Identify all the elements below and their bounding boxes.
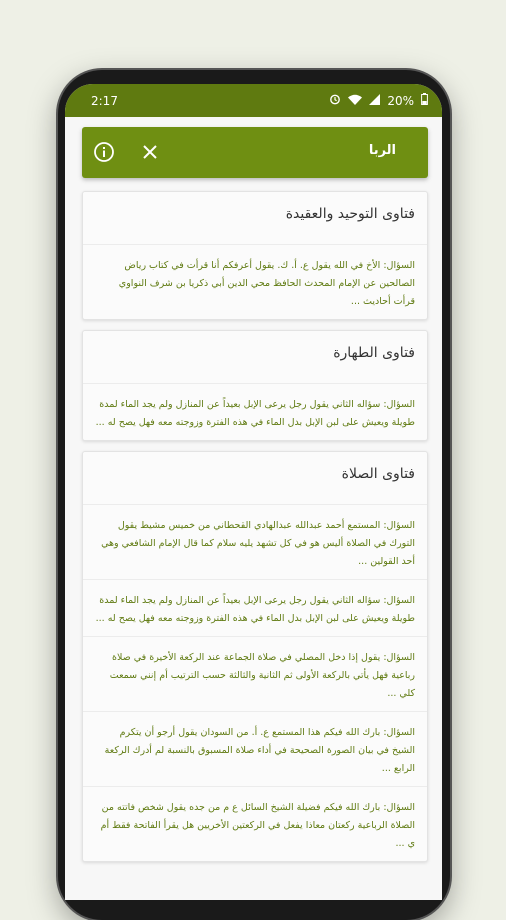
search-toolbar	[82, 127, 428, 178]
status-time: 2:17	[91, 93, 118, 108]
section-card-tawheed	[82, 191, 428, 320]
list-item[interactable]: السؤال: بارك الله فيكم هذا المستمع ع. أ. من السودان يقول أرجو أن يتكرم الشيخ في بيان الصورة الصحيحة في أداء صلاة المسبوق بالنسبة لم أدرك الركعة الرابع ...	[83, 712, 427, 787]
fatwa-list	[82, 191, 428, 872]
status-bar	[65, 84, 442, 117]
close-icon[interactable]	[138, 140, 162, 164]
section-title[interactable]: فتاوى الصلاة	[83, 452, 427, 505]
app-screen	[65, 84, 442, 900]
alarm-icon	[329, 93, 341, 108]
section-title[interactable]: فتاوى التوحيد والعقيدة	[83, 192, 427, 245]
section-card-salah	[82, 451, 428, 862]
wifi-icon	[348, 94, 362, 108]
list-item[interactable]: السؤال: يقول إذا دخل المصلي في صلاة الجماعة عند الركعة الأخيرة في صلاة رباعية فهل يأتي بالركعة الأولى ثم الثانية والثالثة حسب الترتيب أم إنني سمعت كلي ...	[83, 637, 427, 712]
signal-icon	[369, 94, 380, 108]
list-item[interactable]: السؤال: الأخ في الله يقول ع. أ. ك. يقول أعرفكم أنا قرأت في كتاب رياض الصالحين عن الإمام المحدث الحافظ محي الدين أبي ذكريا بن شرف النواوي قرأت أحاديث ...	[118, 260, 415, 307]
section-title[interactable]: فتاوى الطهارة	[83, 331, 427, 384]
toolbar-title[interactable]: الربا	[368, 143, 396, 158]
list-item[interactable]: السؤال: المستمع أحمد عبدالله عبدالهادي القحطاني من خميس مشيط يقول التورك في الصلاة أليس هو في كل تشهد يليه سلام كما قال الإمام الشافعي وهي أحد القولين ...	[83, 505, 427, 580]
battery-icon	[421, 93, 428, 108]
list-item[interactable]: السؤال: سؤاله الثاني يقول رجل يرعى الإبل بعيداً عن المنازل ولم يجد الماء لمدة طويلة ويعيش على لبن الإبل بدل الماء في هذه الفترة وزوجته معه فهل يصح له ...	[95, 399, 415, 428]
status-icons	[329, 93, 428, 108]
section-card-tahara	[82, 330, 428, 441]
list-item[interactable]: السؤال: سؤاله الثاني يقول رجل يرعى الإبل بعيداً عن المنازل ولم يجد الماء لمدة طويلة ويعيش على لبن الإبل بدل الماء في هذه الفترة وزوجته معه فهل يصح له ...	[83, 580, 427, 637]
battery-percent: 20%	[387, 93, 414, 108]
info-icon[interactable]	[92, 140, 116, 164]
list-item[interactable]: السؤال: بارك الله فيكم فضيلة الشيخ السائل ع م من جده يقول شخص فاتته من الصلاة الرباعية ركعتان معاذا يفعل في الركعتين الأخريين هل يقرأ الفاتحة فقط أم ي ...	[100, 802, 415, 849]
app-content-area	[65, 117, 442, 900]
